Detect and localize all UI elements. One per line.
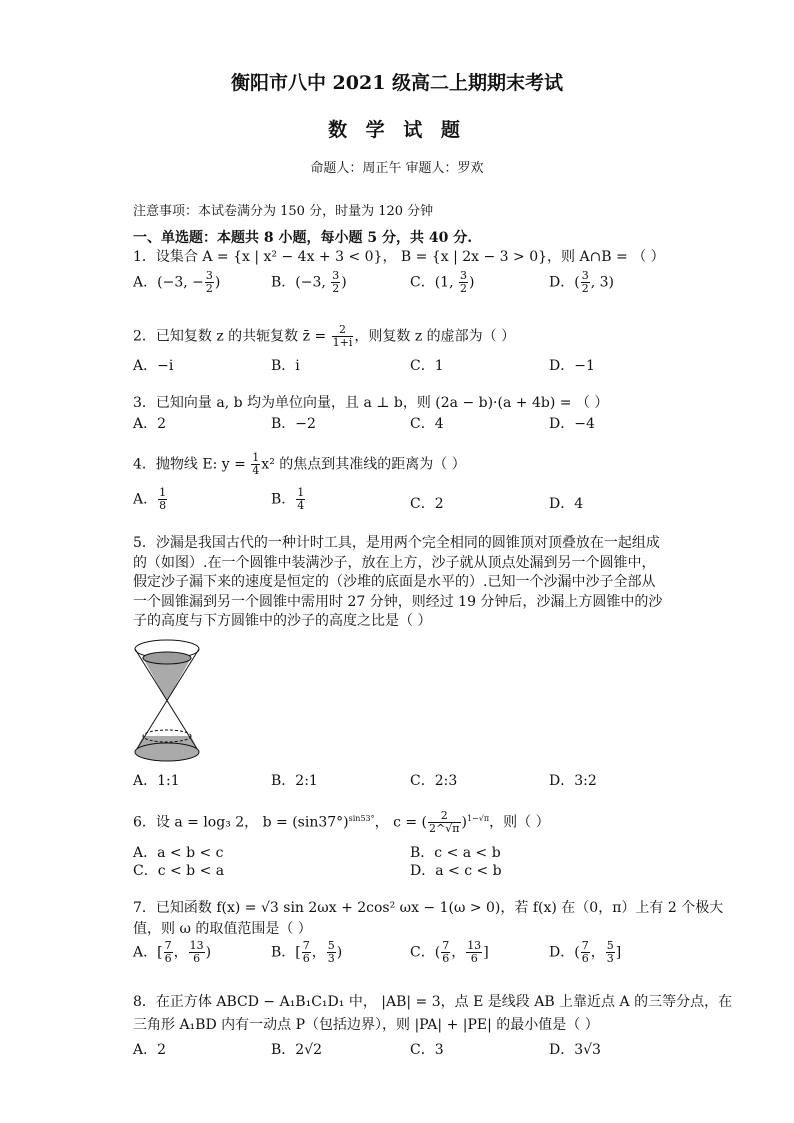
- question-6-option-d: D．a < c < b: [410, 863, 502, 879]
- question-2-option-b: B．i: [271, 358, 300, 374]
- question-5-option-a: A．1:1: [133, 773, 180, 789]
- question-8-option-a: A．2: [133, 1042, 167, 1058]
- question-7-option-c: C．( $\frac{7}{6}$ ， $\frac{13}{6}$ ]: [410, 939, 489, 965]
- question-4-option-b: B． $\frac{1}{4}$: [271, 486, 305, 512]
- question-1-option-c: C．(1, $\frac{3}{2}$ ): [410, 269, 475, 295]
- question-6-stem: 6．设 a = log₃ 2， $b = (\sin 37^\circ)^{sin53^\circ}$， c = ( $\frac{2}{2\^{}√\pi}$ )$^{1-√\pi}$，则（ ）: [133, 809, 550, 835]
- question-8-stem-line1: 8．在正方体 ABCD − A₁B₁C₁D₁ 中， |AB| = 3，点 E 是线段 AB 上靠近点 A 的三等分点，在: [133, 994, 733, 1010]
- question-2-option-d: D．−1: [549, 358, 595, 374]
- question-6-option-c: C．c < b < a: [133, 863, 225, 879]
- question-7-option-b: B．[ $\frac{7}{6}$ ， $\frac{5}{3}$ ): [271, 939, 343, 965]
- question-6-option-b: B．c < a < b: [410, 845, 501, 861]
- question-3-option-c: C．4: [410, 416, 444, 432]
- question-5-option-d: D．3:2: [549, 773, 597, 789]
- question-5-option-b: B．2:1: [271, 773, 318, 789]
- question-2-option-a: A．−i: [133, 358, 174, 374]
- section-heading: 一、单选题：本题共 8 小题，每小题 5 分，共 40 分.: [133, 230, 473, 246]
- question-4-option-d: D．4: [549, 496, 584, 512]
- exam-notice: 注意事项：本试卷满分为 150 分，时量为 120 分钟: [133, 204, 434, 219]
- exam-title: 衡阳市八中 2021 级高二上期期末考试: [230, 72, 564, 94]
- question-1-option-b: B．(−3, $\frac{3}{2}$ ): [271, 269, 347, 295]
- question-7-stem-line1: 7．已知函数 f(x) = √3 sin 2ωx + 2cos² ωx − 1(ω > 0)，若 f(x) 在（0，π）上有 2 个极大: [133, 900, 724, 916]
- question-2-option-c: C．1: [410, 358, 444, 374]
- question-4-stem: 4．抛物线 E: y = $\frac{1}{4}$ x² 的焦点到其准线的距离为（ ）: [133, 451, 466, 477]
- question-8-option-b: B．2√2: [271, 1042, 323, 1058]
- question-7-option-a: A．[ $\frac{7}{6}$ ， $\frac{13}{6}$ ): [133, 939, 212, 965]
- question-3-option-b: B．−2: [271, 416, 316, 432]
- question-1-stem: 1．设集合 A = {x | x² − 4x + 3 < 0}， B = {x | 2x − 3 > 0}，则 A∩B = （ ）: [133, 249, 665, 265]
- question-1-option-a: A．(−3, − $\frac{3}{2}$ ): [133, 269, 221, 295]
- hourglass-figure: [133, 636, 201, 770]
- question-3-option-d: D．−4: [549, 416, 595, 432]
- question-7-stem-line2: 值，则 ω 的取值范围是（ ）: [133, 921, 312, 937]
- question-5-option-c: C．2:3: [410, 773, 458, 789]
- question-6-option-a: A．a < b < c: [133, 845, 224, 861]
- question-8-option-c: C．3: [410, 1042, 444, 1058]
- question-3-option-a: A．2: [133, 416, 167, 432]
- question-5-stem: 5．沙漏是我国古代的一种计时工具，是用两个完全相同的圆锥顶对顶叠放在一起组成的（如图）.在一个圆锥中装满沙子，放在上方，沙子就从顶点处漏到另一个圆锥中，假定沙子漏下来的速度是恒定的（沙堆的底面是水平的）.已知一个沙漏中沙子全部从一个圆锥漏到另一个圆锥中需用时 27 分钟，则经过 19 分钟后，沙漏上方圆锥中的沙子的高度与下方圆锥中的沙子的高度之比是（ ）: [133, 535, 663, 629]
- exam-authors: 命题人：周正午 审题人：罗欢: [310, 161, 484, 176]
- question-4-option-c: C．2: [410, 496, 444, 512]
- question-8-option-d: D．3√3: [549, 1042, 601, 1058]
- hourglass-icon: [133, 636, 201, 766]
- question-1-option-d: D．( $\frac{3}{2}$ , 3): [549, 269, 614, 295]
- question-2-stem: 2．已知复数 z 的共轭复数 z̄ = $\frac{2}{1+i}$ ，则复数 z 的虚部为（ ）: [133, 323, 516, 349]
- question-8-stem-line2: 三角形 A₁BD 内有一动点 P（包括边界），则 |PA| + |PE| 的最小值是（ ）: [133, 1017, 599, 1033]
- exam-subtitle: 数 学 试 题: [328, 119, 466, 141]
- question-4-option-a: A． $\frac{1}{8}$: [133, 486, 167, 512]
- question-7-option-d: D．( $\frac{7}{6}$ ， $\frac{5}{3}$ ]: [549, 939, 622, 965]
- question-3-stem: 3．已知向量 a, b 均为单位向量，且 a ⊥ b，则 (2a − b)·(a + 4b) = （ ）: [133, 395, 609, 411]
